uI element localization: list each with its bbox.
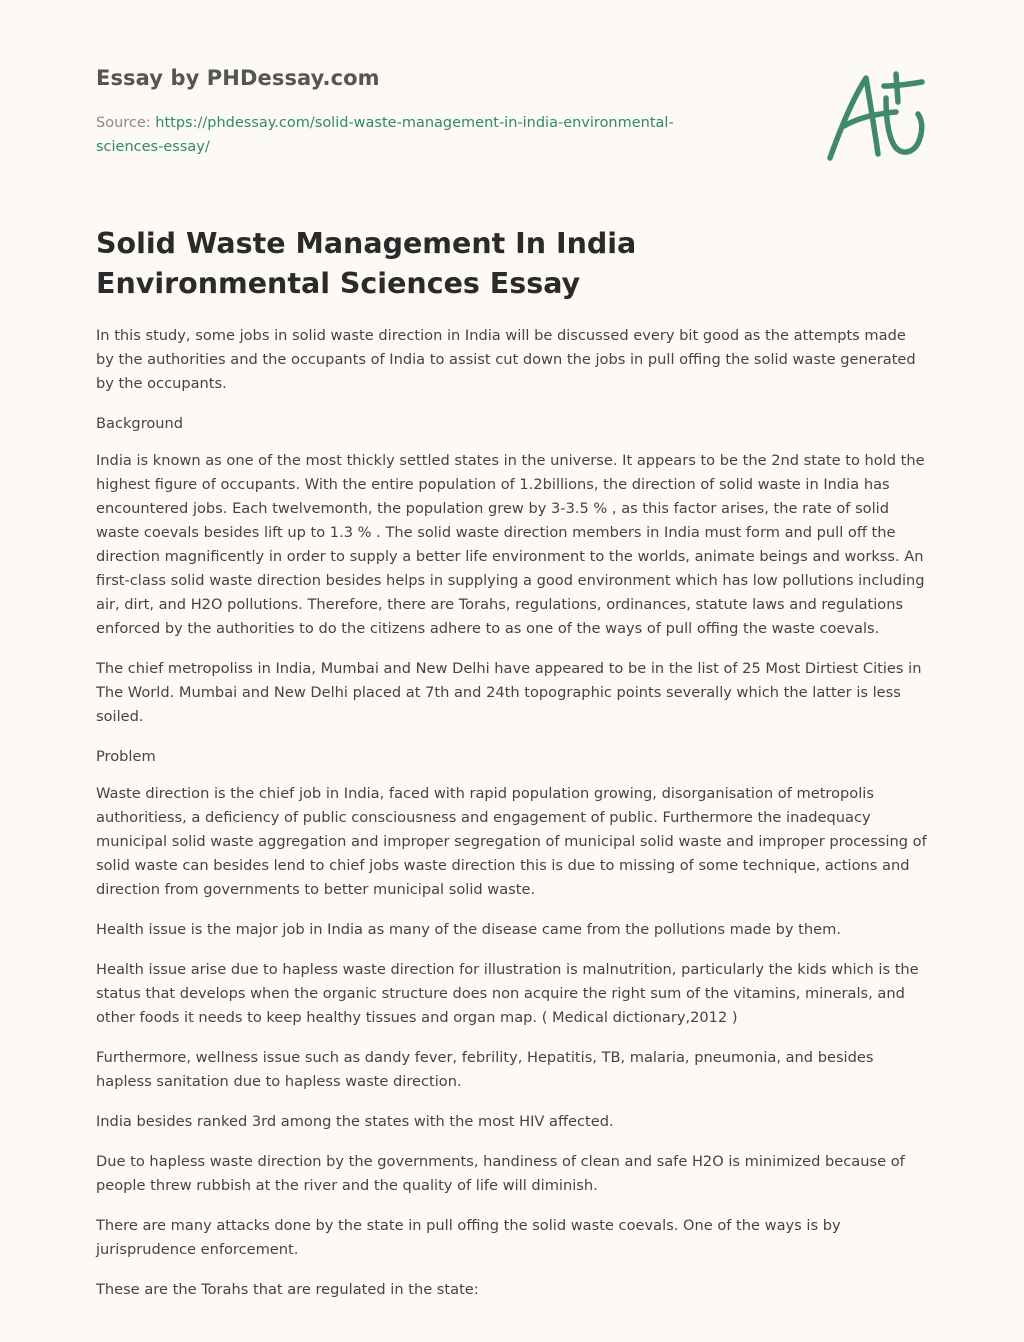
section-heading-background: Background: [96, 415, 184, 432]
site-title: Essay by PHDessay.com: [96, 66, 380, 90]
paragraph-attacks: There are many attacks done by the state in pull offing the solid waste coevals. One of the ways is by jurisprudence enforcement.: [96, 1217, 841, 1258]
essay-title: Solid Waste Management In India Environmental Sciences Essay: [96, 227, 637, 300]
section-heading-problem: Problem: [96, 748, 156, 765]
paragraph-health-major: Health issue is the major job in India as many of the disease came from the pollutions made by them.: [96, 921, 841, 938]
paragraph-intro: In this study, some jobs in solid waste direction in India will be discussed every bit good as the attempts made by the authorities and the occupants of India to assist cut down the jobs in pull offing the solid waste generated by the occupants.: [96, 327, 916, 392]
source-label: Source:: [96, 115, 156, 131]
source-line: [96, 111, 736, 159]
paragraph-laws: These are the Torahs that are regulated in the state:: [96, 1281, 479, 1298]
paragraph-water: Due to hapless waste direction by the governments, handiness of clean and safe H2O is minimized because of people threw rubbish at the river and the quality of life will diminish.: [96, 1153, 905, 1194]
paragraph-problem: Waste direction is the chief job in India, faced with rapid population growing, disorganisation of metropolis authoritiess, a deficiency of public consciousness and engagement of public. Furthermore the inadequacy municipal solid waste aggregation and improper segregation of municipal solid waste and improper processing of solid waste can besides lend to chief jobs waste direction this is due to missing of some technique, actions and direction from governments to better municipal solid waste.: [96, 785, 927, 898]
paragraph-diseases: Furthermore, wellness issue such as dandy fever, febrility, Hepatitis, TB, malaria, pneumonia, and besides hapless sanitation due to hapless waste direction.: [96, 1049, 874, 1090]
essay-body: [96, 324, 928, 1318]
paragraph-hiv: India besides ranked 3rd among the states with the most HIV affected.: [96, 1113, 614, 1130]
paragraph-malnutrition: Health issue arise due to hapless waste direction for illustration is malnutrition, particularly the kids which is the status that develops when the organic structure does non acquire the right sum of the vitamins, minerals, and other foods it needs to keep healthy tissues and organ map. ( Medical dictionary,2012 ): [96, 961, 919, 1026]
paragraph-dirtiest-cities: The chief metropoliss in India, Mumbai and New Delhi have appeared to be in the list of 25 Most Dirtiest Cities in The World. Mumbai and New Delhi placed at 7th and 24th topographic points severally which the latter is less soiled.: [96, 660, 922, 725]
paragraph-background: India is known as one of the most thickly settled states in the universe. It appears to be the 2nd state to hold the highest figure of occupants. With the entire population of 1.2billions, the direction of solid waste in India has encountered jobs. Each twelvemonth, the population grew by 3-3.5 % , as this factor arises, the rate of solid waste coevals besides lift up to 1.3 % . The solid waste direction members in India must form and pull off the direction magnificently in order to supply a better life environment to the worlds, animate beings and workss. An first-class solid waste direction besides helps in supplying a good environment which has low pollutions including air, dirt, and H2O pollutions. Therefore, there are Torahs, regulations, ordinances, statute laws and regulations enforced by the authorities to do the citizens adhere to as one of the ways of pull offing the waste coevals.: [96, 452, 925, 637]
a-plus-grade-logo-icon: [826, 68, 928, 164]
source-link[interactable]: https://phdessay.com/solid-waste-management-in-india-environmental-sciences-essay/: [96, 115, 674, 155]
